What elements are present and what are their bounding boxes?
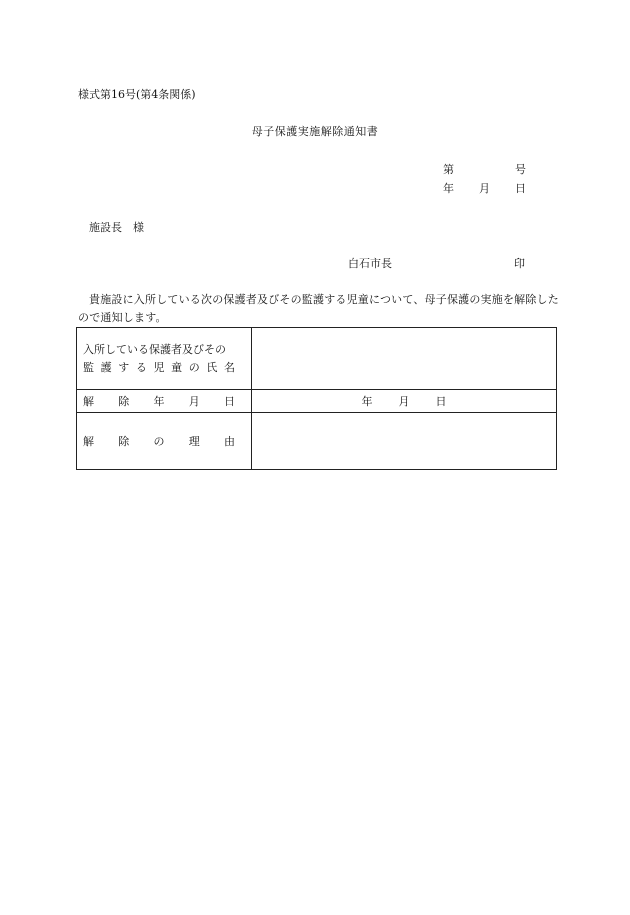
label-char: 児 (153, 360, 165, 374)
label-char: 氏 (206, 360, 218, 374)
label-char: 除 (118, 395, 130, 408)
label-char: 護 (100, 360, 112, 374)
guardian-child-name-field[interactable] (252, 328, 557, 390)
label-char: 由 (224, 435, 235, 448)
release-reason-label (77, 413, 252, 470)
date-month: 月 (479, 182, 490, 195)
label-line-1: 入所している保護者及びその (83, 342, 226, 356)
document-title: 母子保護実施解除通知書 (251, 125, 379, 138)
sender-name: 白石市長 (348, 257, 392, 270)
release-date-field[interactable] (252, 390, 557, 413)
label-line-2 (83, 359, 235, 377)
label-char: る (135, 360, 147, 374)
label-char: 理 (188, 435, 200, 448)
label-char: の (153, 435, 165, 448)
doc-number-suffix: 号 (515, 163, 526, 176)
label-char: 監 (83, 360, 94, 374)
release-reason-field[interactable] (252, 413, 557, 470)
label-char: 月 (188, 395, 200, 408)
release-date-month: 月 (398, 395, 410, 408)
release-date-day: 日 (435, 395, 447, 408)
label-char: 除 (118, 435, 130, 448)
label-char: す (118, 360, 130, 374)
label-char: 童 (171, 360, 183, 374)
label-char: 解 (83, 395, 94, 408)
guardian-child-name-label (77, 328, 252, 390)
date-day: 日 (515, 182, 526, 195)
table-row (77, 328, 557, 390)
form-number: 様式第16号(第4条関係) (78, 88, 196, 101)
label-char: 解 (83, 435, 94, 448)
body-text: 貴施設に入所している次の保護者及びその監護する児童について、母子保護の実施を解除したので通知します。 (78, 293, 559, 324)
table-row (77, 390, 557, 413)
release-reason-label-text (83, 433, 235, 449)
date-year: 年 (443, 182, 454, 195)
doc-number-prefix: 第 (443, 163, 454, 176)
release-date-label-text (83, 393, 235, 409)
label-char: の (188, 360, 200, 374)
table-row (77, 413, 557, 470)
release-date-year: 年 (361, 395, 373, 408)
label-char: 日 (224, 395, 235, 408)
seal-mark: 印 (514, 257, 525, 270)
notice-table (76, 327, 557, 470)
label-char: 年 (153, 395, 165, 408)
release-date-label (77, 390, 252, 413)
recipient: 施設長 様 (89, 221, 144, 234)
label-char: 名 (224, 360, 235, 374)
